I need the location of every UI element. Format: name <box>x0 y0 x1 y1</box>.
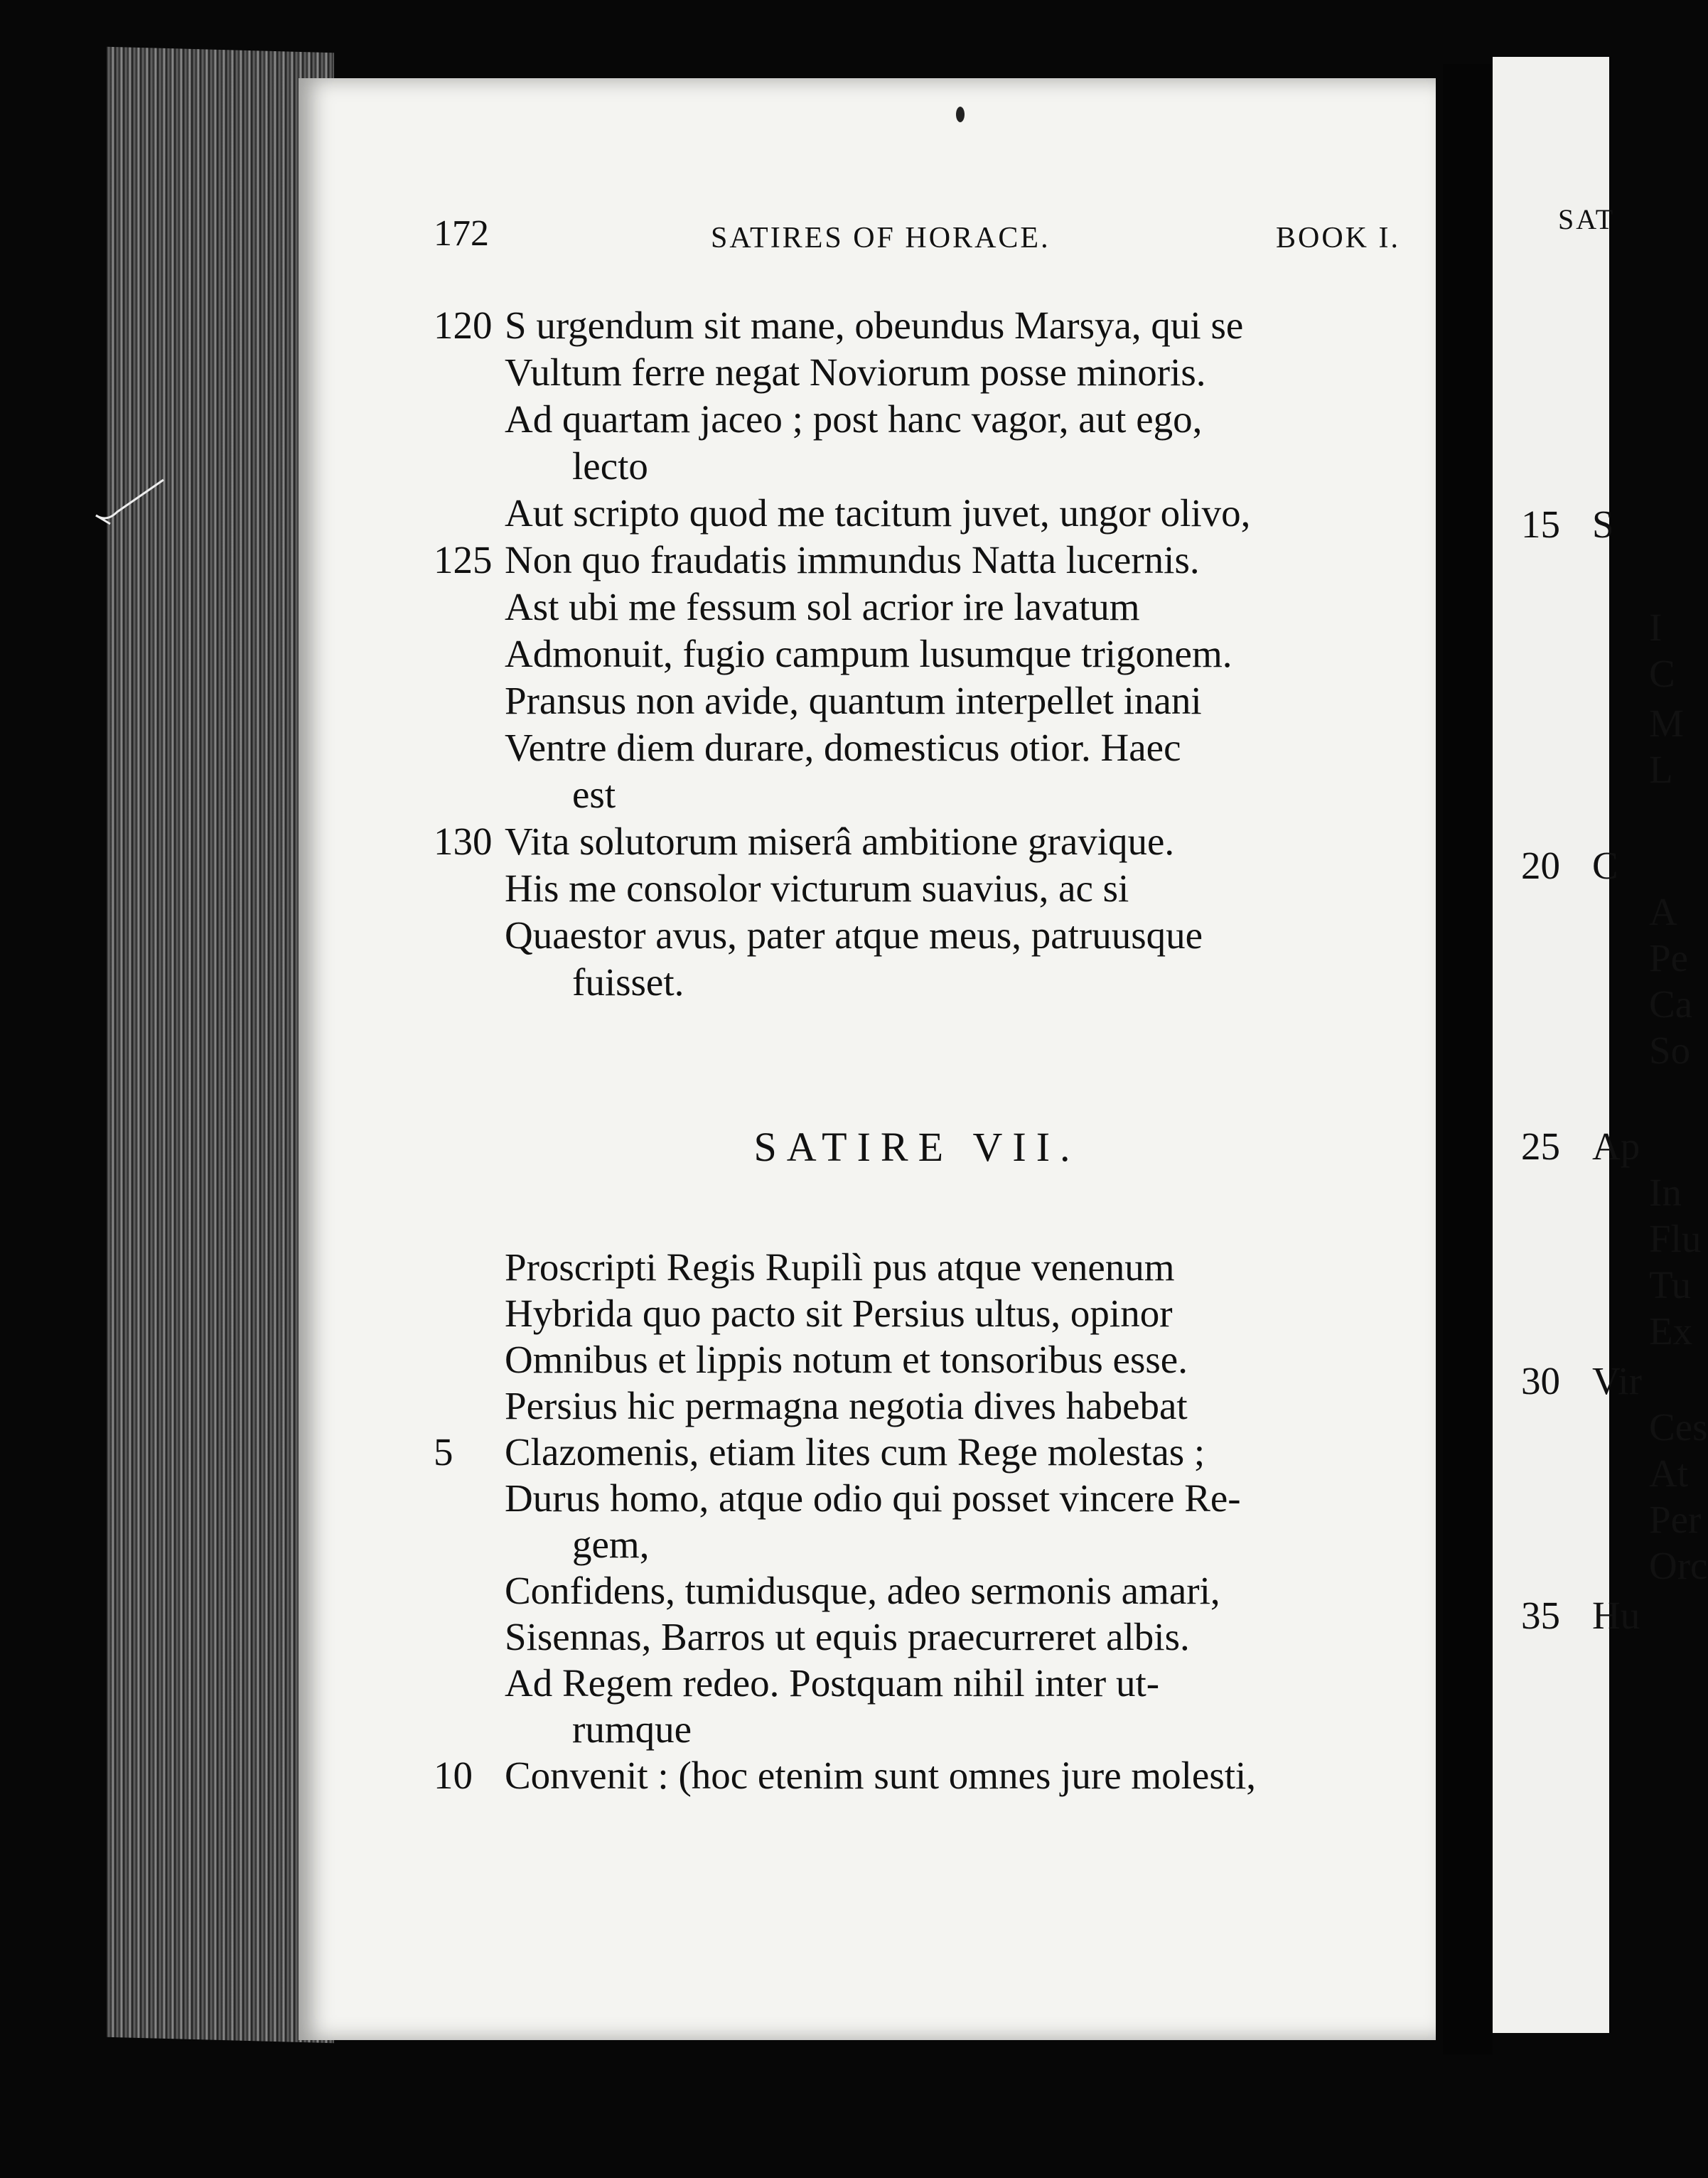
verse-line <box>434 1336 1400 1383</box>
verse-text: Omnibus et lippis notum et tonsoribus esse. <box>505 1338 1188 1381</box>
verse-text-fragment: So <box>1649 1029 1691 1072</box>
verse-line <box>434 1429 1400 1476</box>
verse-text-fragment: S <box>1592 503 1614 546</box>
verse-line <box>434 584 1400 631</box>
verse-text: Ad Regem redeo. Postquam nihil inter ut- <box>505 1661 1160 1705</box>
verse-text: Ventre diem durare, domesticus otior. Haec <box>505 726 1181 769</box>
verse-text-fragment: Flu <box>1649 1217 1702 1260</box>
verse-line <box>434 959 1400 1006</box>
verse-text-fragment: Tu <box>1649 1263 1692 1307</box>
verse-line <box>434 865 1400 912</box>
verse-text: Hybrida quo pacto sit Persius ultus, opinor <box>505 1292 1173 1335</box>
verse-text-fragment: Ces <box>1649 1405 1708 1449</box>
verse-text: Convenit : (hoc etenim sunt omnes jure molesti, <box>505 1754 1257 1797</box>
verse-text: Ad quartam jaceo ; post hanc vagor, aut ego, <box>505 397 1203 441</box>
line-number: 30 <box>1521 1359 1560 1402</box>
verse-text-fragment: Pe <box>1649 936 1688 980</box>
verse-text-fragment: Orc <box>1649 1544 1708 1587</box>
verse-text-fragment: Vir <box>1592 1359 1643 1402</box>
verse-text-fragment: Per <box>1649 1498 1702 1541</box>
verse-line <box>434 1752 1400 1799</box>
verse-line <box>434 1383 1400 1429</box>
line-number: 35 <box>1521 1594 1560 1637</box>
verse-text: Non quo fraudatis immundus Natta lucernis. <box>505 538 1200 581</box>
verse-line <box>434 302 1400 349</box>
verse-text: His me consolor victurum suavius, ac si <box>505 867 1129 910</box>
verse-text-fragment: Ex <box>1649 1309 1693 1353</box>
verse-line <box>434 631 1400 677</box>
line-number: 125 <box>434 538 493 581</box>
verse-line <box>434 396 1400 443</box>
line-number: 25 <box>1521 1125 1560 1168</box>
verse-text: gem, <box>572 1523 650 1566</box>
check-mark-icon <box>92 473 171 530</box>
verse-line <box>434 349 1400 396</box>
satire-heading: SATIRE VII. <box>753 1124 1080 1170</box>
verse-text: lecto <box>572 444 648 488</box>
verse-line <box>434 537 1400 584</box>
verse-text-fragment: Ap <box>1592 1125 1640 1168</box>
verse-line <box>434 677 1400 724</box>
verse-text: Vita solutorum miserâ ambitione gravique. <box>505 820 1175 863</box>
verse-text: Pransus non avide, quantum interpellet inani <box>505 679 1202 722</box>
line-number: 5 <box>434 1430 453 1474</box>
verse-text-fragment: A <box>1649 890 1677 933</box>
verse-text: Durus homo, atque odio qui posset vincere Re- <box>505 1476 1241 1520</box>
line-number: 10 <box>434 1754 473 1797</box>
verse-text-fragment: C <box>1649 652 1675 695</box>
line-number: 120 <box>434 304 493 347</box>
right-page <box>1493 57 1708 2033</box>
verse-text-fragment: Ca <box>1649 982 1693 1026</box>
line-number: 130 <box>434 820 493 863</box>
verse-line <box>434 771 1400 818</box>
verse-line <box>434 1475 1400 1522</box>
verse-text: S urgendum sit mane, obeundus Marsya, qui se <box>505 304 1244 347</box>
verse-text-fragment: M <box>1649 702 1684 745</box>
book-label: BOOK I. <box>1276 222 1400 254</box>
verse-text-fragment: In <box>1649 1171 1682 1214</box>
page-number: 172 <box>434 213 489 254</box>
line-number: 15 <box>1521 503 1560 546</box>
verse-text: Clazomenis, etiam lites cum Rege molestas ; <box>505 1430 1205 1474</box>
running-head <box>434 213 1400 259</box>
verse-text-fragment: C <box>1592 844 1618 887</box>
verse-line <box>434 1614 1400 1661</box>
verse-line <box>434 1567 1400 1614</box>
verse-line <box>434 1706 1400 1753</box>
verse-text: Ast ubi me fessum sol acrior ire lavatum <box>505 585 1140 628</box>
verse-text-fragment: L <box>1649 748 1673 791</box>
line-number: 20 <box>1521 844 1560 887</box>
verse-line <box>434 1521 1400 1568</box>
ink-speck <box>956 107 965 122</box>
verse-text: Sisennas, Barros ut equis praecurreret albis. <box>505 1615 1190 1658</box>
verse-line <box>434 1244 1400 1291</box>
verse-text-fragment: At <box>1649 1452 1688 1495</box>
verse-text: fuisset. <box>572 960 684 1004</box>
verse-text: Persius hic permagna negotia dives habebat <box>505 1384 1188 1427</box>
verse-text: Confidens, tumidusque, adeo sermonis amari, <box>505 1569 1220 1612</box>
verse-text: Proscripti Regis Rupilì pus atque venenum <box>505 1245 1175 1289</box>
verse-line <box>434 818 1400 865</box>
verse-text-fragment: I <box>1649 606 1663 649</box>
verse-text: Aut scripto quod me tacitum juvet, ungor olivo, <box>505 491 1251 535</box>
verse-text-fragment: Hu <box>1592 1594 1640 1637</box>
verse-line <box>434 1290 1400 1337</box>
verse-line <box>434 724 1400 771</box>
verse-text: est <box>572 773 616 816</box>
book-gutter <box>1443 64 1493 2054</box>
verse-text: Vultum ferre negat Noviorum posse minoris. <box>505 350 1206 394</box>
running-title: SATIRES OF HORACE. <box>711 222 1051 254</box>
verse-text: Admonuit, fugio campum lusumque trigonem. <box>505 632 1232 675</box>
verse-text: rumque <box>572 1707 692 1751</box>
verse-line <box>434 443 1400 490</box>
right-running-head-fragment: SAT <box>1558 203 1616 235</box>
verse-text: Quaestor avus, pater atque meus, patruusque <box>505 913 1203 957</box>
verse-line <box>434 490 1400 537</box>
verse-line <box>434 912 1400 959</box>
verse-line <box>434 1660 1400 1707</box>
